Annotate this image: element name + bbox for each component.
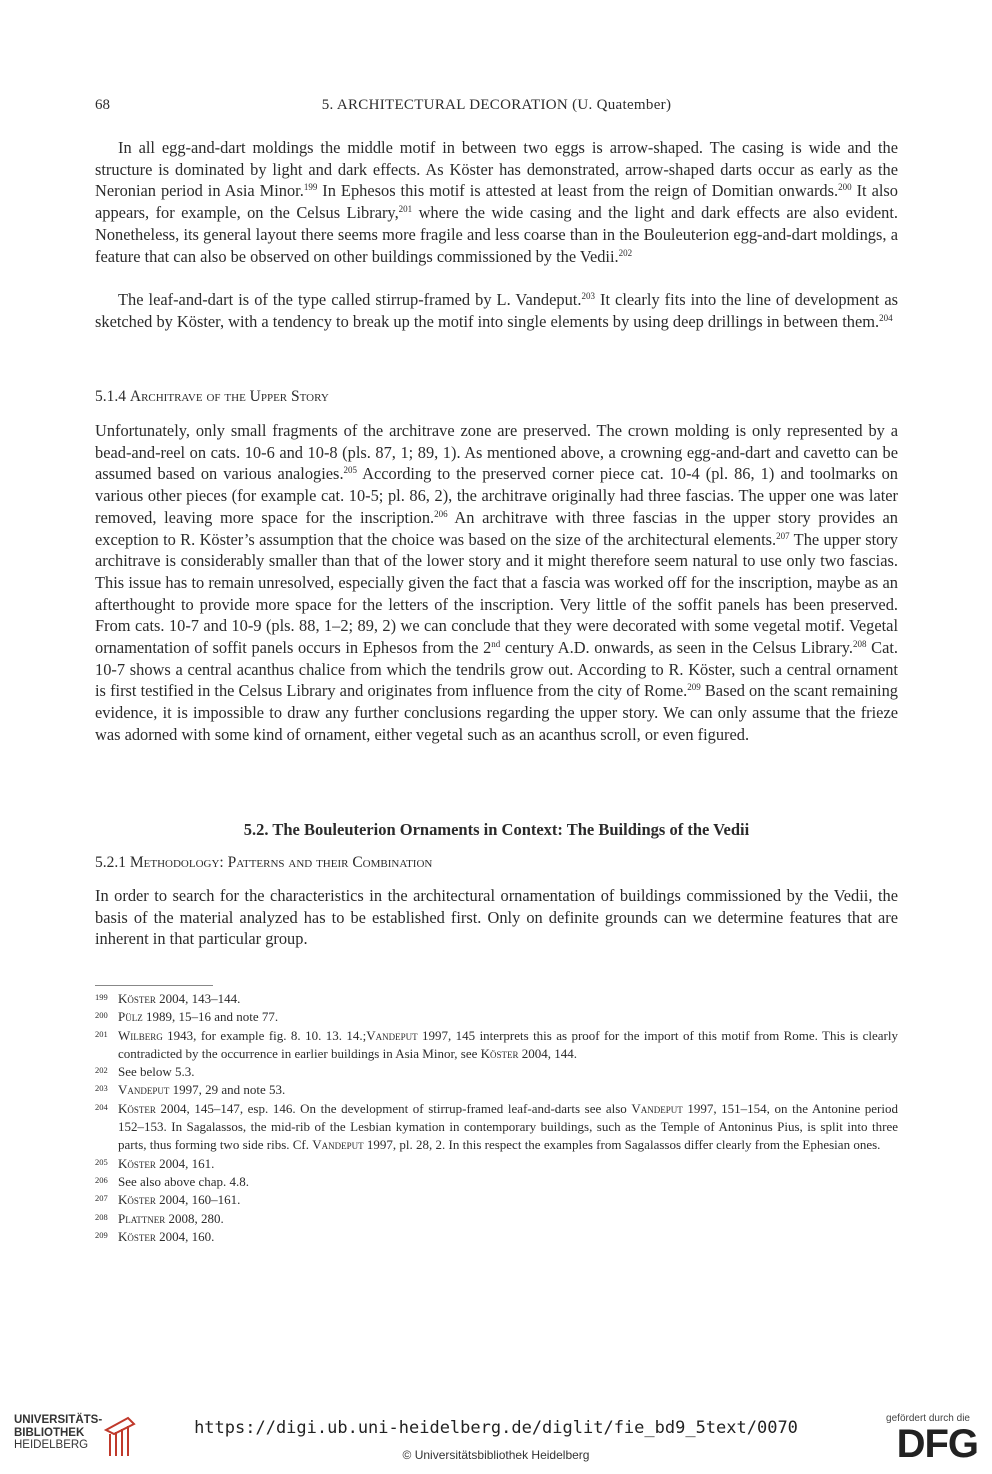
- viewer-footer: [0, 1400, 992, 1474]
- library-logo[interactable]: UNIVERSITÄTS- BIBLIOTHEK HEIDELBERG: [14, 1414, 103, 1451]
- ordinal-suffix: nd: [491, 639, 501, 650]
- page-number: 68: [95, 97, 110, 113]
- section-heading-5-2: 5.2. The Bouleuterion Ornaments in Context: The Buildings of the Vedii: [243, 820, 750, 839]
- footnote-ref[interactable]: 201: [398, 204, 413, 215]
- footnote-ref[interactable]: 199: [303, 182, 318, 193]
- footnote: 209 Köster 2004, 160.: [95, 1228, 215, 1244]
- document-url[interactable]: https://digi.ub.uni-heidelberg.de/diglit/fie_bd9_5text/0070: [194, 1418, 798, 1438]
- footnote: 200 Pülz 1989, 15–16 and note 77.: [95, 1009, 279, 1025]
- footnote: 204 Köster 2004, 145–147, esp. 146. On the development of stirrup-framed leaf-and-darts see also Vandeput 1997, 151–154, on the Antonine period 152–153. In Sagalassos, the mid-rib of the Lesbian kymation in contemporary buildings, such as the Temple of Antoninus Pius, is split into three parts, thus forming two side ribs. Cf. Vandeput 1997, pl. 28, 2. In this respect the examples from Sagalassos differ clearly from the Ephesian ones.: [95, 1100, 899, 1153]
- copyright: © Universitätsbibliothek Heidelberg: [402, 1448, 590, 1462]
- footnote-ref[interactable]: 209: [687, 682, 701, 693]
- footnote: 207 Köster 2004, 160–161.: [95, 1192, 241, 1208]
- footnote-ref[interactable]: 205: [343, 465, 358, 476]
- section-heading-5-1-4: 5.1.4 Architrave of the Upper Story: [95, 388, 329, 405]
- footnote: 201 Wilberg 1943, for example fig. 8. 10. 13. 14.;Vandeput 1997, 145 interprets this as proof for the import of this motif from Rome. This is clearly contradicted by the occurrence in earlier buildings in Asia Minor, see Köster 2004, 144.: [95, 1027, 899, 1061]
- paragraph-architrave: Unfortunately, only small fragments of the architrave zone are preserved. The crown molding is only represented by a bead-and-reel on cats. 10-6 and 10-8 (pls. 87, 1; 89, 1). As mentioned above, a crowning egg-and-dart and cavetto can be assumed based on various analogies.$^{205}$ According to the preserved corner piece cat. 10-4 (pl. 86, 1) and toolmarks on various other pieces (for example cat. 10-5; pl. 86, 2), the architrave originally had three fascias. The upper one was later removed, leaving more space for the inscription.$^{206}$ An architrave with three fascias in the upper story provides an exception to R. Köster’s assumption that the choice was based on the size of the architectural elements.$^{207}$ The upper story architrave is considerably smaller than that of the lower story and it might therefore seem natural to use only two fascias. This issue has to remain unresolved, especially given the fact that a fascia was worked off for the inscription, maybe as an afterthought to provide more space for the letters of the inscription. Very little of the soffit panels has been preserved. From cats. 10-7 and 10-9 (pls. 88, 1–2; 89, 2) we can conclude that they were decorated with some vegetal motif. Vegetal ornamentation of soffit panels occurs in Ephesos from the 2nd century A.D. onwards, as seen in the Celsus Library.$^{208}$ Cat. 10-7 shows a central acanthus chalice from which the tendrils grow out. According to R. Köster, such a central ornament is first testified in the Celsus Library and originates from influence from the city of Rome.$^{209}$ Based on the scant remaining evidence, it is impossible to draw any further conclusions regarding the upper story. We can only assume that the frieze was adorned with some kind of ornament, either vegetal such as an acanthus scroll, or even figured.: [95, 421, 899, 744]
- paragraph-leaf-and-dart: The leaf-and-dart is of the type called stirrup-framed by L. Vandeput.$^{203}$ It clearly fits into the line of development as sketched by Köster, with a tendency to break up the motif into single elements by using deep drillings in between them.$^{204}$: [95, 290, 898, 331]
- footnote-ref[interactable]: 203: [581, 291, 595, 301]
- paragraph-egg-and-dart: In all egg-and-dart moldings the middle motif in between two eggs is arrow-shaped. The casing is wide and the structure is dominated by light and dark effects. As Köster has demonstrated, arrow-shaped darts occur as early as the Neronian period in Asia Minor.$^{199}$ In Ephesos this motif is attested at least from the reign of Domitian onwards.$^{200}$ It also appears, for example, on the Celsus Library,$^{201}$ where the wide casing and the light and dark effects are also evident. Nonetheless, its general layout there seems more fragile and less coarse than in the Bouleuterion egg-and-dart moldings, a feature that can also be observed on other buildings commissioned by the Vedii.$^{202}$: [95, 138, 898, 266]
- footnote-ref[interactable]: 207: [776, 530, 790, 541]
- footnote: 205 Köster 2004, 161.: [95, 1155, 215, 1171]
- footnote: 206 See also above chap. 4.8.: [95, 1173, 250, 1189]
- footnote-ref[interactable]: 202: [618, 247, 633, 258]
- running-title: 5. ARCHITECTURAL DECORATION (U. Quatember): [321, 97, 672, 113]
- footnote-ref[interactable]: 200: [838, 182, 852, 193]
- footnote-ref[interactable]: 204: [879, 312, 893, 323]
- footnote-ref[interactable]: 208: [853, 639, 867, 650]
- footnote: 208 Plattner 2008, 280.: [95, 1210, 224, 1226]
- footnotes: [95, 990, 898, 1246]
- footnote-divider: [95, 985, 213, 986]
- paragraph-methodology: In order to search for the characteristics in the architectural ornamentation of buildings commissioned by the Vedii, the basis of the material analyzed has to be established first. Only on definite grounds can we determine features that are inherent in that particular group.: [95, 886, 898, 949]
- footnote: 202 See below 5.3.: [95, 1064, 195, 1080]
- section-heading-5-2-1: 5.2.1 Methodology: Patterns and their Combination: [95, 854, 433, 871]
- footnote-ref[interactable]: 206: [434, 508, 448, 519]
- dfg-logo[interactable]: DFG: [896, 1422, 978, 1466]
- footnote: 199 Köster 2004, 143–144.: [95, 991, 241, 1006]
- footnote: 203 Vandeput 1997, 29 and note 53.: [95, 1082, 286, 1098]
- funding-note: gefördert durch die: [886, 1413, 970, 1424]
